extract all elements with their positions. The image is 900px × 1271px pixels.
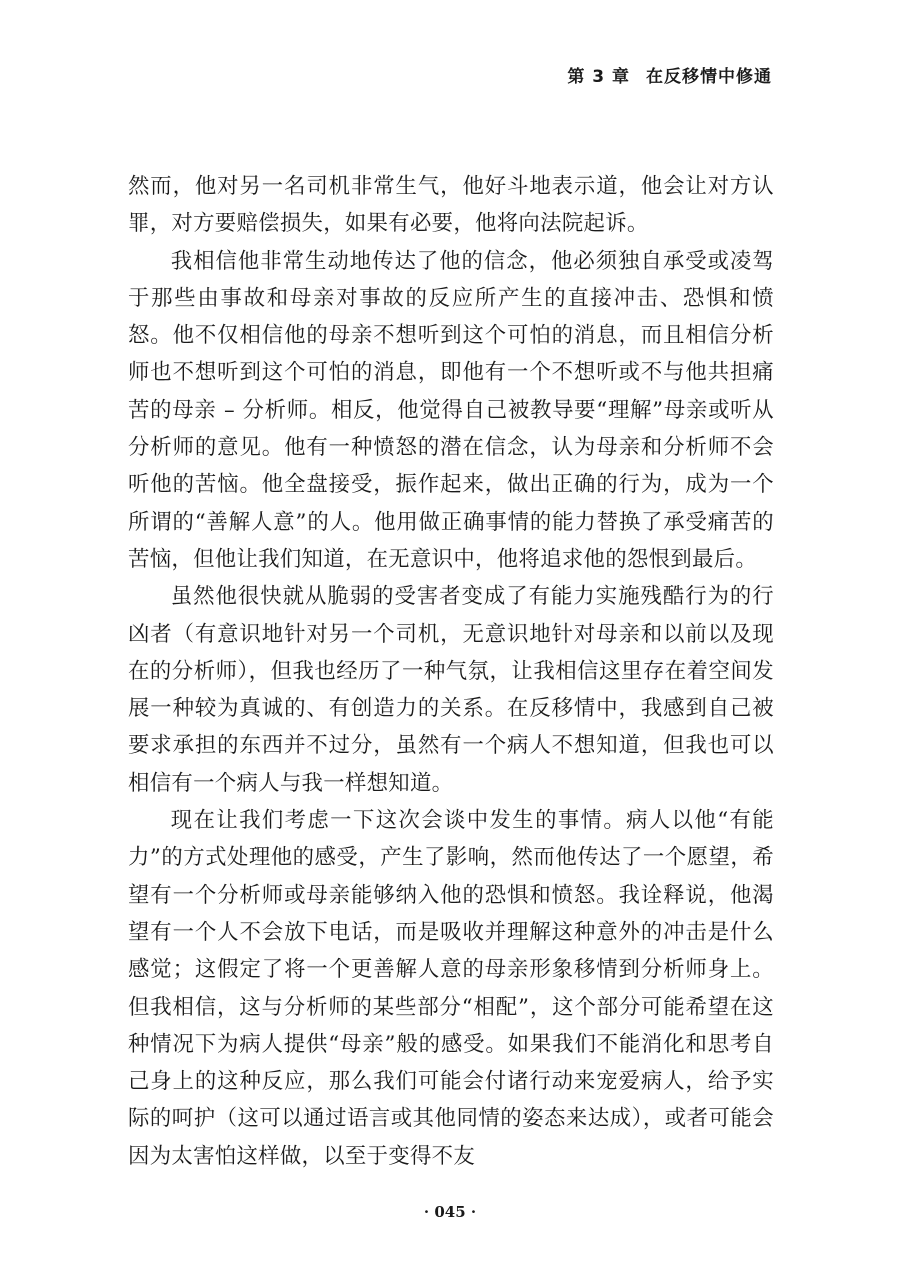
page-number: · 045 · bbox=[423, 1203, 477, 1221]
body-text bbox=[128, 168, 774, 1175]
chapter-title: 在反移情中修通 bbox=[646, 67, 772, 87]
paragraph-2: 我相信他非常生动地传达了他的信念，他必须独自承受或凌驾于那些由事故和母亲对事故的反应所产生的直接冲击、恐惧和愤怒。他不仅相信他的母亲不想听到这个可怕的消息，而且相信分析师也不想听到这个可怕的消息，即他有一个不想听或不与他共担痛苦的母亲 – 分析师。相反，他觉得自己被教导要“理解”母亲或听从分析师的意见。他有一种愤怒的潜在信念，认为母亲和分析师不会听他的苦恼。他全盘接受，振作起来，做出正确的行为，成为一个所谓的“善解人意”的人。他用做正确事情的能力替换了承受痛苦的苦恼，但他让我们知道，在无意识中，他将追求他的怨恨到最后。 bbox=[128, 248, 774, 572]
paragraph-4: 现在让我们考虑一下这次会谈中发生的事情。病人以他“有能力”的方式处理他的感受，产生了影响，然而他传达了一个愿望，希望有一个分析师或母亲能够纳入他的恐惧和愤怒。我诠释说，他渴望有一个人不会放下电话，而是吸收并理解这种意外的冲击是什么感觉；这假定了将一个更善解人意的母亲形象移情到分析师身上。但我相信，这与分析师的某些部分“相配”，这个部分可能希望在这种情况下为病人提供“母亲”般的感受。如果我们不能消化和思考自己身上的这种反应，那么我们可能会付诸行动来宠爱病人，给予实际的呵护（这可以通过语言或其他同情的姿态来达成），或者可能会因为太害怕这样做，以至于变得不友 bbox=[128, 808, 774, 1169]
chapter-label: 第 3 章 bbox=[567, 67, 630, 87]
paragraph-3: 虽然他很快就从脆弱的受害者变成了有能力实施残酷行为的行凶者（有意识地针对另一个司机，无意识地针对母亲和以前以及现在的分析师），但我也经历了一种气氛，让我相信这里存在着空间发展一种较为真诚的、有创造力的关系。在反移情中，我感到自己被要求承担的东西并不过分，虽然有一个病人不想知道，但我也可以相信有一个病人与我一样想知道。 bbox=[128, 584, 774, 796]
paragraph-1: 然而，他对另一名司机非常生气，他好斗地表示道，他会让对方认罪，对方要赔偿损失，如果有必要，他将向法院起诉。 bbox=[128, 174, 774, 237]
running-header bbox=[567, 62, 772, 87]
